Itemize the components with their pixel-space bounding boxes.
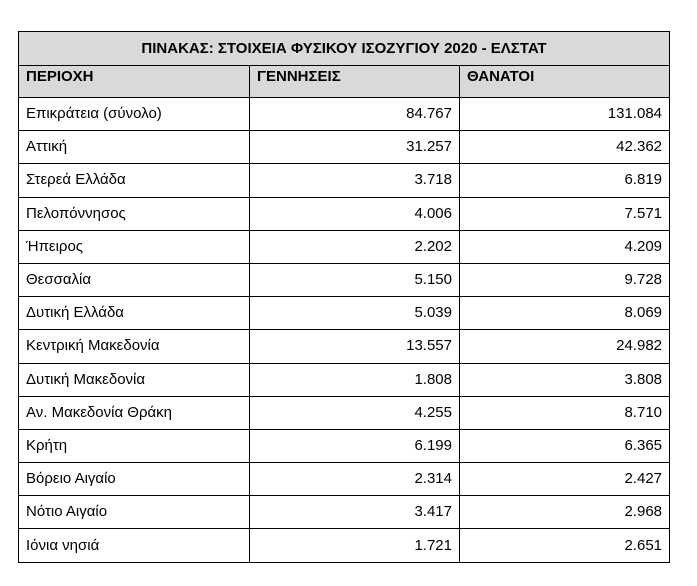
- region-cell: Δυτική Ελλάδα: [19, 297, 250, 330]
- region-cell: Ιόνια νησιά: [19, 529, 250, 562]
- births-cell: 4.006: [250, 197, 460, 230]
- column-header-region: ΠΕΡΙΟΧΗ: [19, 66, 250, 98]
- births-cell: 2.202: [250, 230, 460, 263]
- births-cell: 31.257: [250, 131, 460, 164]
- births-cell: 5.039: [250, 297, 460, 330]
- table-row: [19, 164, 670, 197]
- table-row: [19, 463, 670, 496]
- deaths-cell: 2.651: [460, 529, 670, 562]
- column-header-deaths: ΘΑΝΑΤΟΙ: [460, 66, 670, 98]
- region-cell: Κρήτη: [19, 429, 250, 462]
- births-cell: 4.255: [250, 396, 460, 429]
- table-title: ΠΙΝΑΚΑΣ: ΣΤΟΙΧΕΙΑ ΦΥΣΙΚΟΥ ΙΣΟΖΥΓΙΟΥ 2020 - ΕΛΣΤΑΤ: [19, 32, 670, 66]
- deaths-cell: 42.362: [460, 131, 670, 164]
- deaths-cell: 4.209: [460, 230, 670, 263]
- region-cell: Αττική: [19, 131, 250, 164]
- table-row: [19, 496, 670, 529]
- natural-balance-table: [18, 31, 670, 563]
- deaths-cell: 9.728: [460, 263, 670, 296]
- table-row: [19, 363, 670, 396]
- region-cell: Στερεά Ελλάδα: [19, 164, 250, 197]
- deaths-cell: 6.819: [460, 164, 670, 197]
- births-cell: 1.808: [250, 363, 460, 396]
- deaths-cell: 131.084: [460, 98, 670, 131]
- deaths-cell: 6.365: [460, 429, 670, 462]
- births-cell: 13.557: [250, 330, 460, 363]
- region-cell: Δυτική Μακεδονία: [19, 363, 250, 396]
- deaths-cell: 8.710: [460, 396, 670, 429]
- births-cell: 5.150: [250, 263, 460, 296]
- table-row: [19, 131, 670, 164]
- column-header-births: ΓΕΝΝΗΣΕΙΣ: [250, 66, 460, 98]
- births-cell: 6.199: [250, 429, 460, 462]
- table-header-row: [19, 66, 670, 98]
- births-cell: 84.767: [250, 98, 460, 131]
- region-cell: Κεντρική Μακεδονία: [19, 330, 250, 363]
- births-cell: 3.417: [250, 496, 460, 529]
- table-row: [19, 230, 670, 263]
- region-cell: Πελοπόννησος: [19, 197, 250, 230]
- deaths-cell: 3.808: [460, 363, 670, 396]
- table-row: [19, 297, 670, 330]
- deaths-cell: 8.069: [460, 297, 670, 330]
- table-row: [19, 396, 670, 429]
- table-body: [19, 98, 670, 563]
- table-row: [19, 263, 670, 296]
- table-row: [19, 529, 670, 562]
- table-row: [19, 98, 670, 131]
- region-cell: Ήπειρος: [19, 230, 250, 263]
- region-cell: Επικράτεια (σύνολο): [19, 98, 250, 131]
- region-cell: Αν. Μακεδονία Θράκη: [19, 396, 250, 429]
- births-cell: 1.721: [250, 529, 460, 562]
- births-cell: 3.718: [250, 164, 460, 197]
- births-cell: 2.314: [250, 463, 460, 496]
- table-row: [19, 429, 670, 462]
- deaths-cell: 2.968: [460, 496, 670, 529]
- deaths-cell: 2.427: [460, 463, 670, 496]
- table-row: [19, 197, 670, 230]
- region-cell: Θεσσαλία: [19, 263, 250, 296]
- table-title-row: [19, 32, 670, 66]
- region-cell: Βόρειο Αιγαίο: [19, 463, 250, 496]
- region-cell: Νότιο Αιγαίο: [19, 496, 250, 529]
- deaths-cell: 7.571: [460, 197, 670, 230]
- deaths-cell: 24.982: [460, 330, 670, 363]
- table-row: [19, 330, 670, 363]
